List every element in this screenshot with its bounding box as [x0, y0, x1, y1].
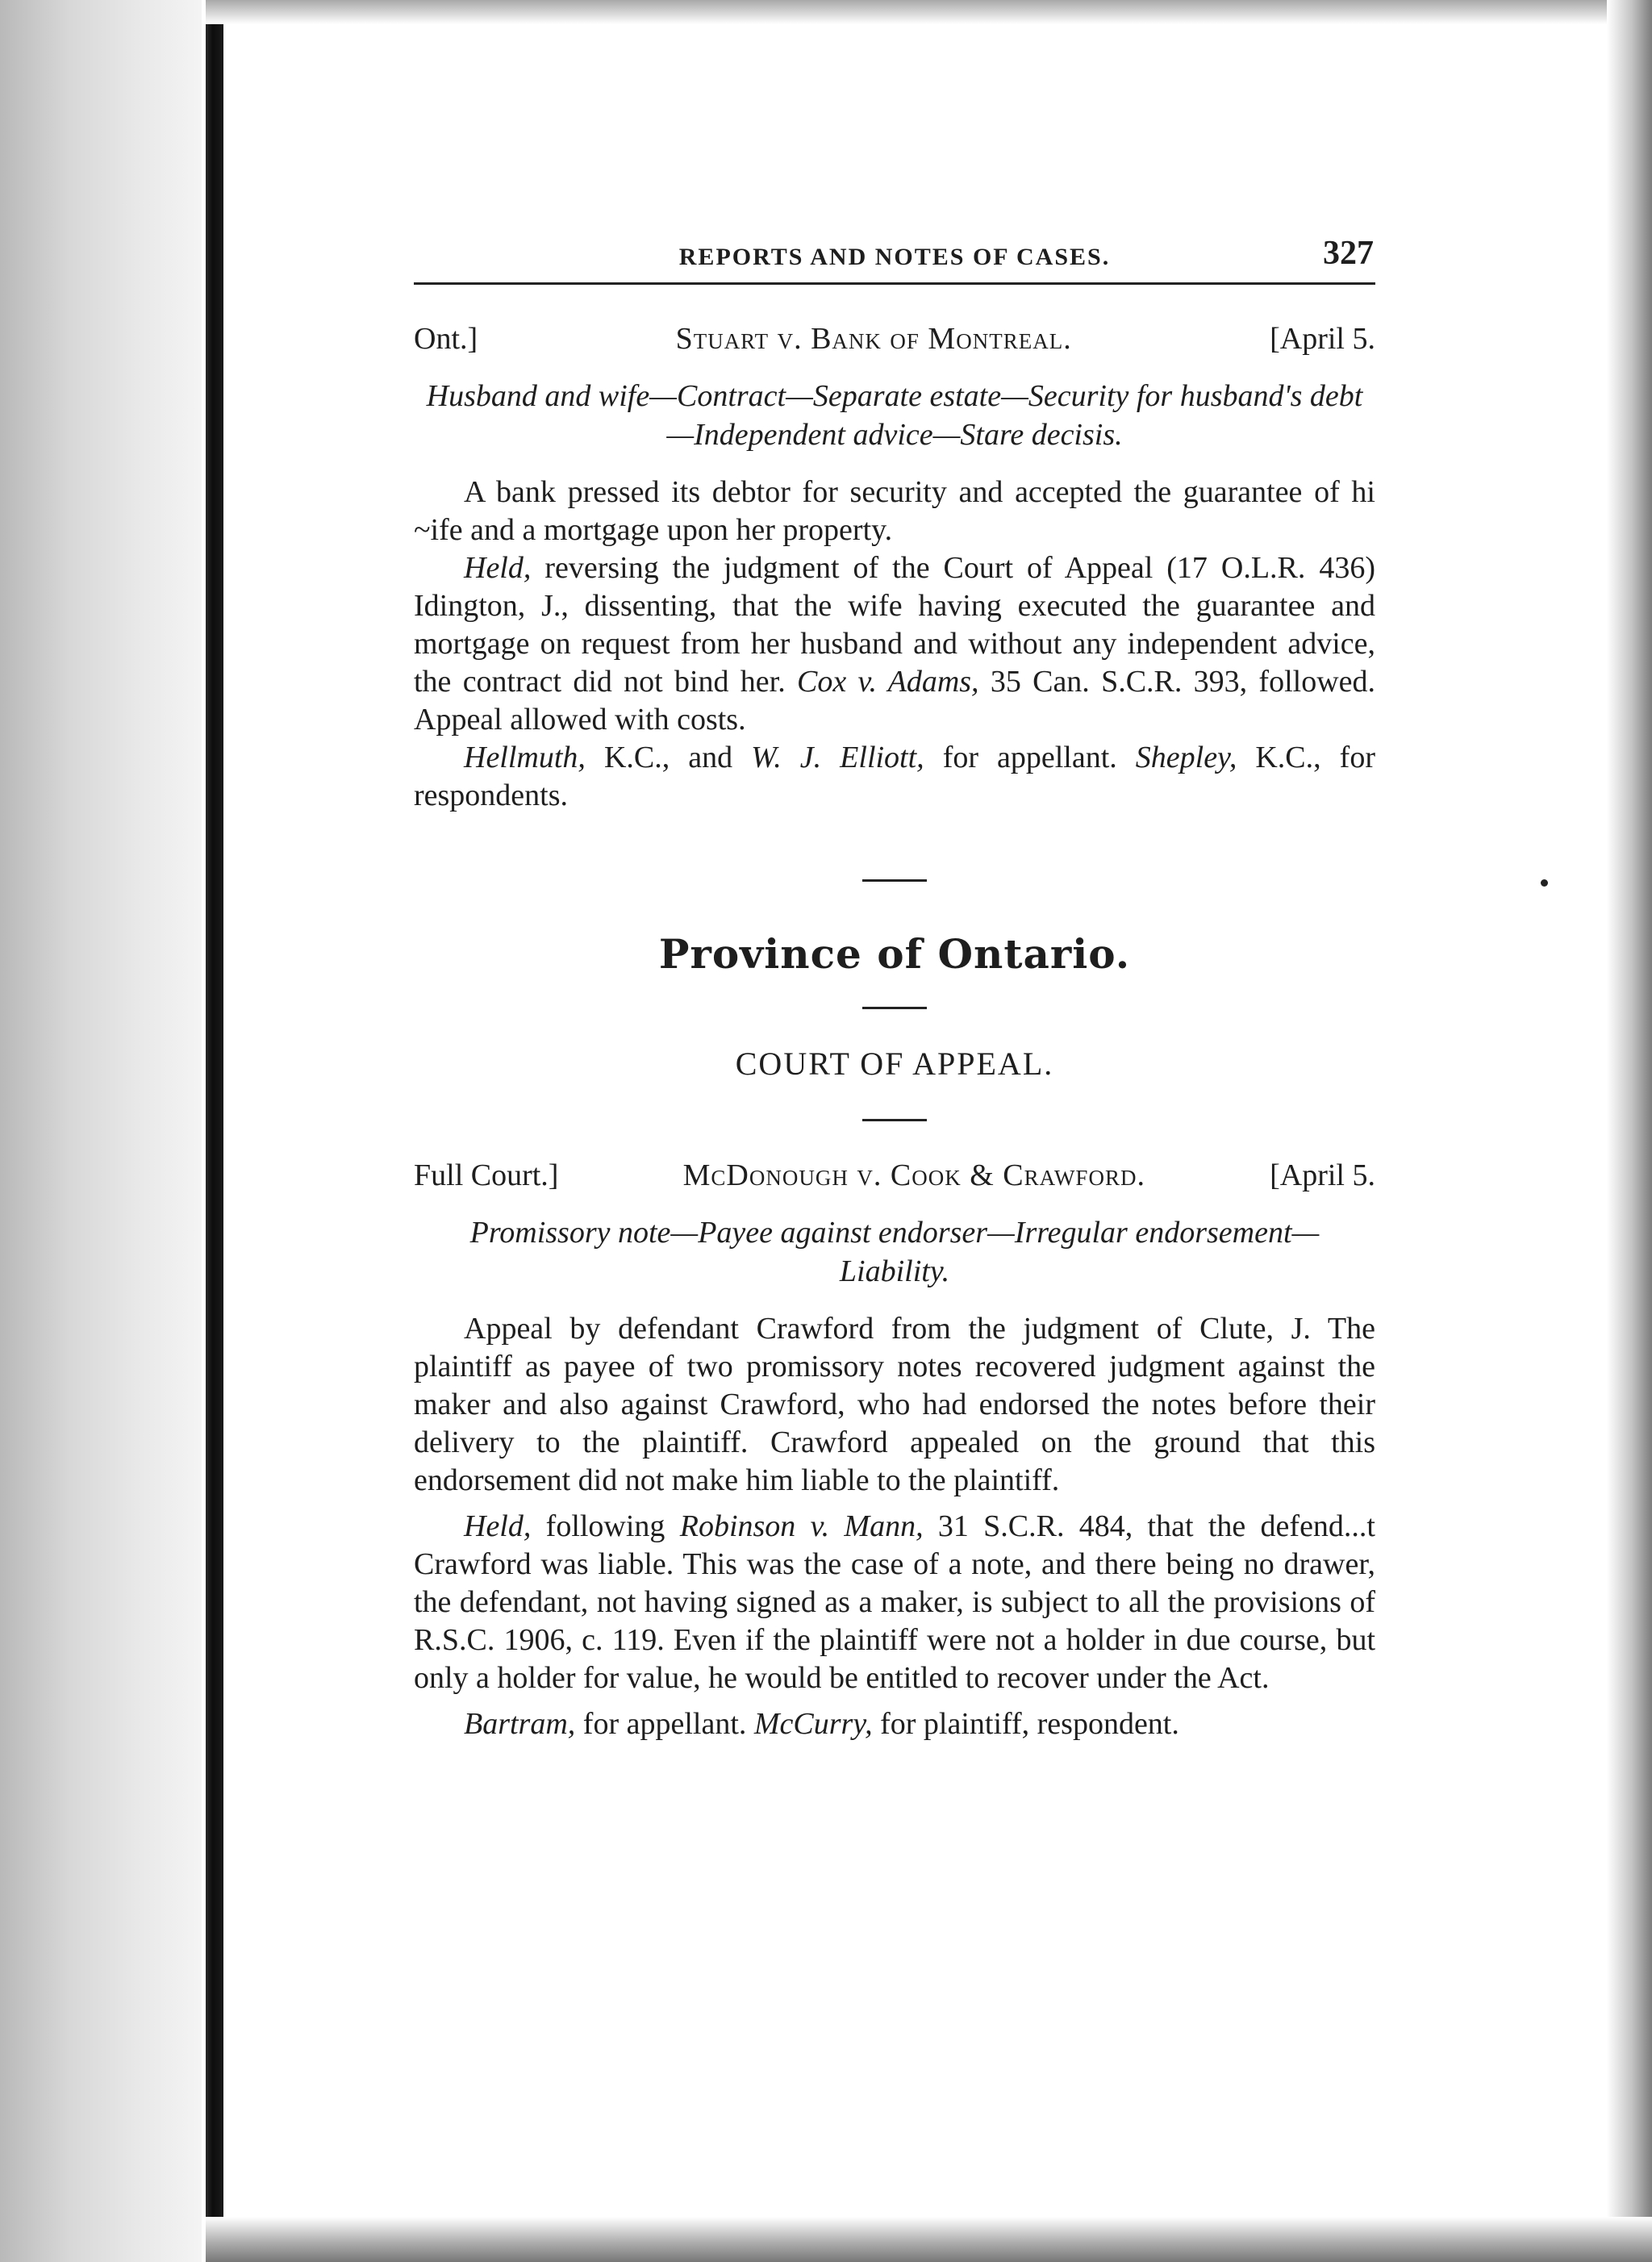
counsel-text: for appellant. — [924, 741, 1136, 774]
page-body — [414, 234, 1375, 1743]
page-right-edge — [1607, 0, 1652, 2262]
case-holding — [414, 549, 1375, 739]
case-headnote: Husband and wife—Contract—Separate estate—Security for husband's debt—Independent advice—Stare decisis. — [426, 379, 1363, 452]
counsel-name: Shepley, — [1135, 741, 1237, 774]
case-holding — [414, 1508, 1375, 1697]
case-jurisdiction: Full Court.] — [414, 1158, 559, 1192]
counsel-name: Hellmuth, — [464, 741, 586, 774]
running-header — [414, 234, 1375, 282]
holding-text: following — [531, 1509, 680, 1543]
province-heading: Province of Ontario. — [658, 930, 1131, 978]
case-headnote: Promissory note—Payee against endorser—Irregular endorsement—Liability. — [469, 1216, 1320, 1288]
counsel-text: K.C., and — [585, 741, 752, 774]
counsel-name: McCurry, — [753, 1707, 873, 1741]
counsel-text: for appellant. — [575, 1707, 754, 1741]
case-jurisdiction: Ont.] — [414, 322, 478, 356]
page-top-edge — [206, 0, 1652, 24]
case-title: McDonough v. Cook & Crawford. — [682, 1158, 1145, 1192]
case-heading — [414, 1155, 1375, 1196]
page-gutter-edge — [206, 0, 223, 2262]
court-heading: COURT OF APPEAL. — [735, 1045, 1054, 1082]
citation-rest: 35 Can. S.C.R. 393, followed. Appeal allowed with costs. — [414, 665, 1376, 737]
case-facts: Appeal by defendant Crawford from the judgment of Clute, J. The plaintiff as payee of two promissory notes recovered judgment against the maker and also against Crawford, who had endorsed the notes before their delivery to the plaintiff. Crawford appealed on the ground that this endorsement did not make him liable to the plaintiff. — [414, 1312, 1375, 1497]
case-date: [April 5. — [1270, 1158, 1375, 1192]
book-spine-shadow — [0, 0, 202, 2262]
running-title: REPORTS AND NOTES OF CASES. — [678, 244, 1111, 270]
case-counsel — [414, 1705, 1375, 1743]
counsel-name: W. J. Elliott, — [751, 741, 924, 774]
case-heading — [414, 319, 1375, 359]
page-number: 327 — [1323, 235, 1374, 272]
held-label: Held, — [464, 1509, 532, 1543]
counsel-text: K.C., for respondents. — [414, 741, 1375, 812]
case-facts: A bank pressed its debtor for security and accepted the guarantee of hi ~ife and a mortgage upon her property. — [414, 475, 1375, 547]
case-counsel — [414, 739, 1375, 815]
holding-text: 31 S.C.R. 484, that the defend...t Crawford was liable. This was the case of a note, and there being no drawer, the defendant, not having signed as a maker, is subject to all the provisions of R.S.C. 1906, c. 119. Even if the plaintiff were not a holder in due course, but only a holder for value, he would be entitled to recover under the Act. — [414, 1509, 1375, 1695]
counsel-text: for plaintiff, respondent. — [872, 1707, 1179, 1741]
case-title: Stuart v. Bank of Montreal. — [675, 322, 1072, 356]
counsel-name: Bartram, — [464, 1707, 576, 1741]
page-bottom-edge — [206, 2217, 1652, 2262]
cited-case: Robinson v. Mann, — [679, 1509, 924, 1543]
held-label: Held, — [464, 551, 532, 585]
holding-text: reversing the judgment of the Court of Appeal (17 O.L.R. 436) Idington, J., dissenting, that the wife having executed the guarantee and mortgage on request from her husband and without any independent advice, the contract did not bind her. — [414, 551, 1375, 699]
case-date: [April 5. — [1270, 322, 1375, 356]
scan-speck — [1541, 879, 1548, 887]
citation-case: Cox v. Adams, — [797, 665, 979, 699]
